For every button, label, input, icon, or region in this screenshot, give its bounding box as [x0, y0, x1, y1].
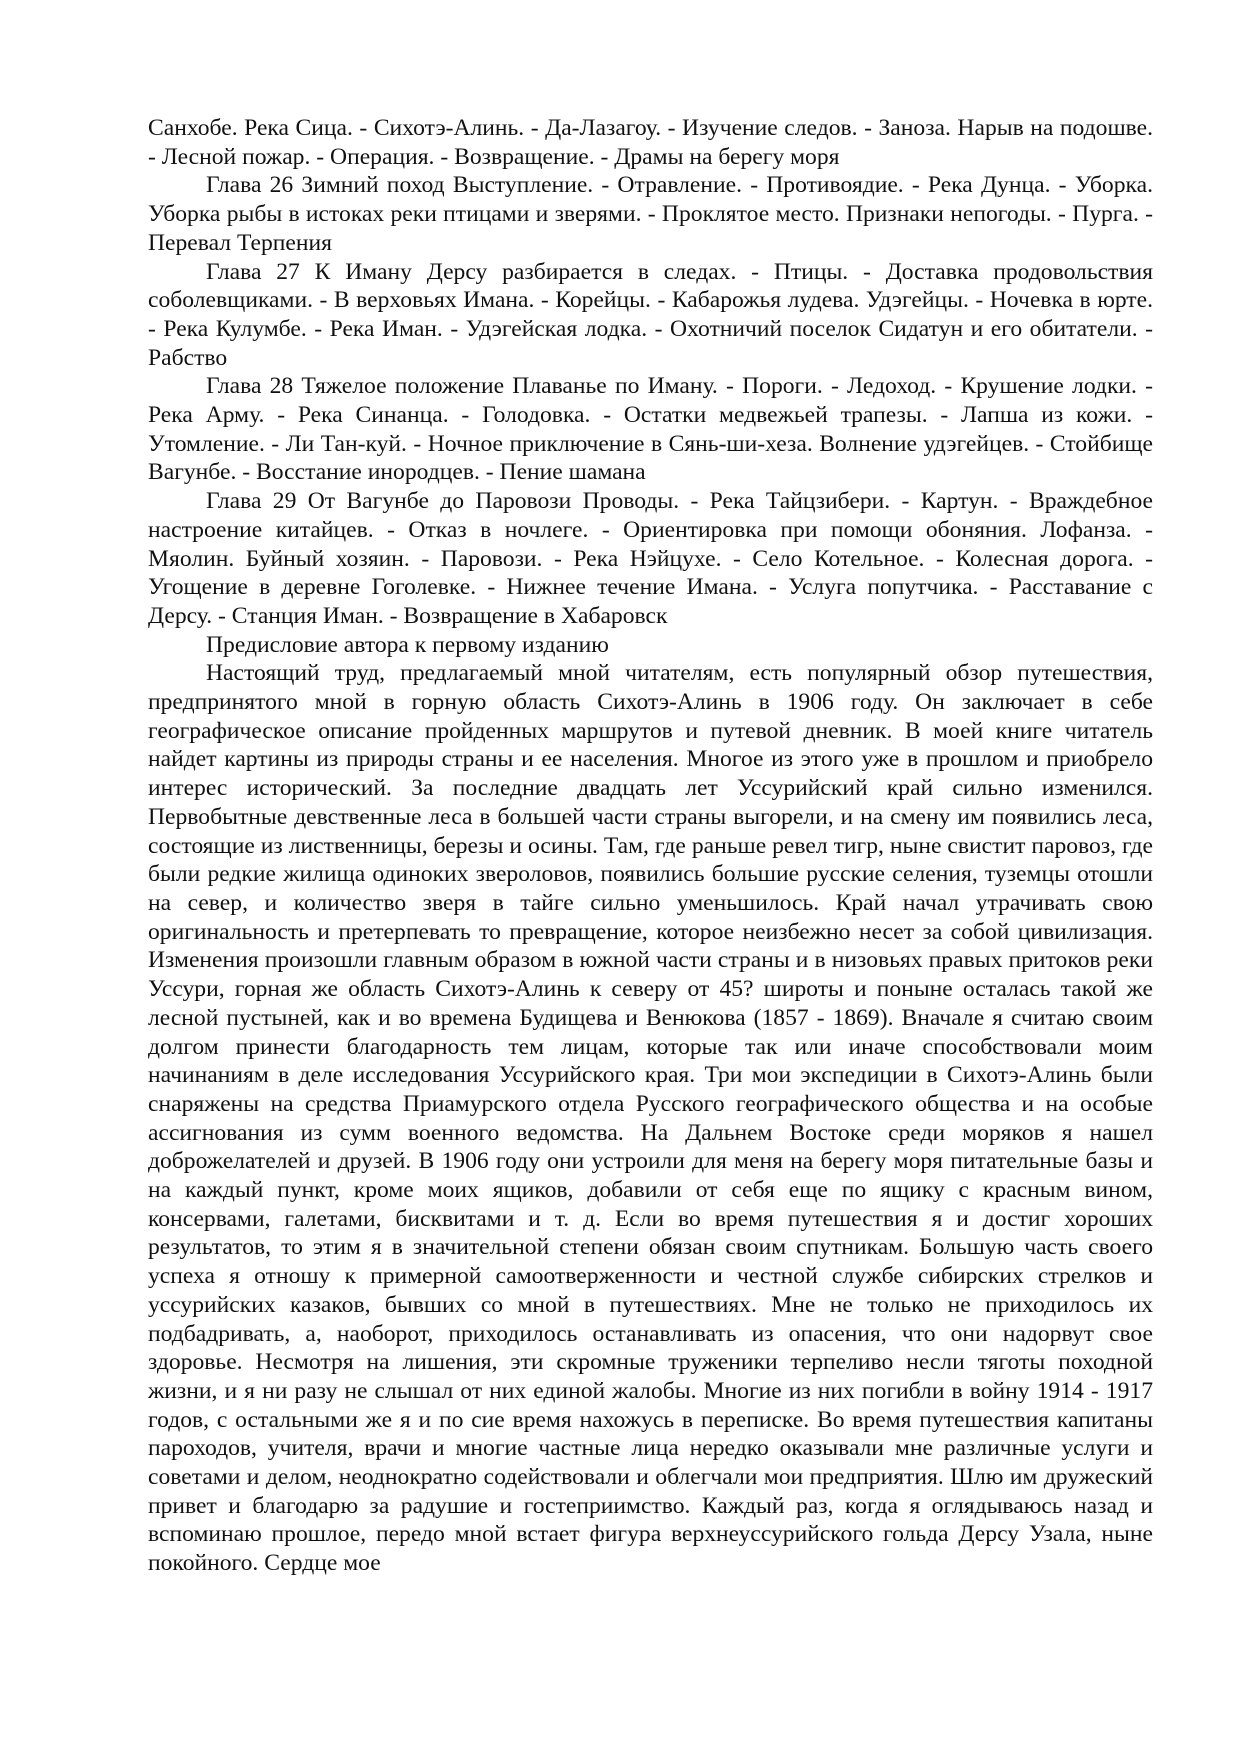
paragraph-preface-body: Настоящий труд, предлагаемый мной читателям, есть популярный обзор путешествия, предпринятого мной в горную область Сихотэ-Алинь в 1906 году. Он заключает в себе географическое описание пройденных маршрутов и путевой дневник. В моей книге читатель найдет картины из природы страны и ее населения. Многое из этого уже в прошлом и приобрело интерес исторический. За последние двадцать лет Уссурийский край сильно изменился. Первобытные девственные леса в большей части страны выгорели, и на смену им появились леса, состоящие из лиственницы, березы и осины. Там, где раньше ревел тигр, ныне свистит паровоз, где были редкие жилища одиноких звероловов, появились большие русские селения, туземцы отошли на север, и количество зверя в тайге сильно уменьшилось. Край начал утрачивать свою оригинальность и претерпевать то превращение, которое неизбежно несет за собой цивилизация. Изменения произошли главным образом в южной части страны и в низовьях правых притоков реки Уссури, горная же область Сихотэ-Алинь к северу от 45? широты и поныне осталась такой же лесной пустыней, как и во времена Будищева и Венюкова (1857 - 1869). Вначале я считаю своим долгом принести благодарность тем лицам, которые так или иначе способствовали моим начинаниям в деле исследования Уссурийского края. Три мои экспедиции в Сихотэ-Алинь были снаряжены на средства Приамурского отдела Русского географического общества и на особые ассигнования из сумм военного ведомства. На Дальнем Востоке среди моряков я нашел доброжелателей и друзей. В 1906 году они устроили для меня на берегу моря питательные базы и на каждый пункт, кроме моих ящиков, добавили от себя еще по ящику с красным вином, консервами, галетами, бисквитами и т. д. Если во время путешествия я и достиг хороших результатов, то этим я в значительной степени обязан своим спутникам. Большую часть своего успеха я отношу к примерной самоотверженности и честной службе сибирских стрелков и уссурийских казаков, бывших со мной в путешествиях. Мне не только не приходилось их подбадривать, а, наоборот, приходилось останавливать из опасения, что они надорвут свое здоровье. Несмотря на лишения, эти скромные труженики терпеливо несли тяготы походной жизни, и я ни разу не слышал от них единой жалобы. Многие из них погибли в войну 1914 - 1917 годов, с остальными же я и по сие время нахожусь в переписке. Во время путешествия капитаны пароходов, учителя, врачи и многие частные лица нередко оказывали мне различные услуги и советами и делом, неоднократно содействовали и облегчали мои предприятия. Шлю им дружеский привет и благодарю за радушие и гостеприимство. Каждый раз, когда я оглядываюсь назад и вспоминаю прошлое, передо мной встает фигура верхнеуссурийского гольда Дерсу Узала, ныне покойного. Сердце мое [148, 660, 1153, 1577]
document-page [148, 114, 1153, 1578]
paragraph-chapter-28: Глава 28 Тяжелое положение Плаванье по Иману. - Пороги. - Ледоход. - Крушение лодки. - Река Арму. - Река Синанца. - Голодовка. - Остатки медвежьей трапезы. - Лапша из кожи. - Утомление. - Ли Тан-куй. - Ночное приключение в Сянь-ши-хеза. Волнение удэгейцев. - Стойбище Вагунбе. - Восстание инородцев. - Пение шамана [148, 373, 1153, 486]
paragraph-chapter-26: Глава 26 Зимний поход Выступление. - Отравление. - Противоядие. - Река Дунца. - Уборка. Уборка рыбы в истоках реки птицами и зверями. - Проклятое место. Признаки непогоды. - Пурга. - Перевал Терпения [148, 172, 1153, 256]
paragraph-chapter-25-continuation: Санхобе. Река Сица. - Сихотэ-Алинь. - Да-Лазагоу. - Изучение следов. - Заноза. Нарыв на подошве. - Лесной пожар. - Операция. - Возвращение. - Драмы на берегу моря [148, 115, 1153, 170]
paragraph-chapter-29: Глава 29 От Вагунбе до Паровози Проводы. - Река Тайцзибери. - Картун. - Враждебное настроение китайцев. - Отказ в ночлеге. - Ориентировка при помощи обоняния. Лофанза. - Мяолин. Буйный хозяин. - Паровози. - Река Нэйцухе. - Село Котельное. - Колесная дорога. - Угощение в деревне Гоголевке. - Нижнее течение Имана. - Услуга попутчика. - Расставание с Дерсу. - Станция Иман. - Возвращение в Хабаровск [148, 488, 1153, 629]
paragraph-chapter-27: Глава 27 К Иману Дерсу разбирается в следах. - Птицы. - Доставка продовольствия соболевщиками. - В верховьях Имана. - Корейцы. - Кабарожья лудева. Удэгейцы. - Ночевка в юрте. - Река Кулумбе. - Река Иман. - Удэгейская лодка. - Охотничий поселок Сидатун и его обитатели. - Рабство [148, 258, 1153, 371]
section-heading-preface: Предисловие автора к первому изданию [206, 631, 609, 658]
